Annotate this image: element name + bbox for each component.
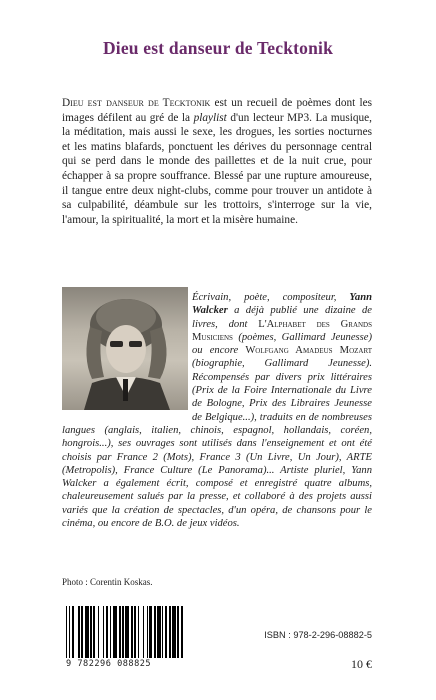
blurb-playlist-word: playlist — [193, 111, 227, 124]
bio-book-1: L'Alphabet des Grands Musiciens — [192, 318, 372, 343]
blurb-book-title: Dieu est danseur de Tecktonik — [62, 97, 211, 109]
bio-text-3: (poèmes, Gallimard Jeunesse) ou encore — [192, 331, 372, 357]
bio-text-4: (biographie, Gallimard Jeunesse). Récompensés par divers prix littéraires (Prix de la Foire Internationale du Livre de Bologne, Prix des Libraires Jeunesse de Belgique...), traduits en de nombreuses langues (anglais, italien, chinois, espagnol, hollandais, coréen, hongrois...), ses ouvrages sont utilisés dans l'enseignement et ont été choisis par France 2 (Mots), France 3 (Un Livre, Un Jour), ARTE (Metropolis), France Culture (Le Panorama)... Artiste pluriel, Yann Walcker a également écrit, composé et enregistré quatre albums, chaleureusement salués par la presse, et collaboré à des projets aussi variés que la création de spectacles, d'un opéra, de chansons pour le cinéma, ou encore de B.O. de jeux vidéos. — [62, 358, 372, 530]
price: 10 € — [351, 657, 372, 671]
book-title: Dieu est danseur de Tecktonik — [102, 38, 334, 58]
author-biography — [62, 291, 372, 530]
photo-credit: Photo : Corentin Koskas. — [62, 577, 153, 587]
back-cover-blurb — [62, 96, 372, 227]
barcode-bar — [183, 606, 184, 658]
bio-book-2: Wolfgang Amadeus Mozart — [245, 345, 372, 357]
barcode-number: 9 782296 088825 — [66, 659, 152, 669]
author-name: Yann Walcker — [192, 292, 372, 317]
blurb-text-2: d'un lecteur MP3. La musique, la méditation, mais aussi le sexe, les drogues, les sorties nocturnes et les matins blafards, ponctuent les dérives du personnage central qui se perd dans le monde des paillettes et de la nuit crue, pour échapper à sa propre souffrance. Blessé par une rupture amoureuse, il tangue entre deux night-clubs, comme pour trouver un antidote à sa culpabilité, déambule sur les trottoirs, s'interroge sur la vie, l'amour, la spiritualité, la mort et la misère humaine. — [62, 111, 372, 226]
barcode-bars — [66, 606, 186, 658]
barcode — [66, 606, 186, 670]
bio-text-2: a déjà publié une dizaine de livres, dont — [192, 305, 372, 330]
isbn: ISBN : 978-2-296-08882-5 — [264, 630, 372, 640]
bio-text-1: Écrivain, poète, compositeur, — [192, 292, 350, 303]
blurb-text-1: est un recueil de poèmes dont les images défilent au gré de la — [62, 97, 372, 124]
